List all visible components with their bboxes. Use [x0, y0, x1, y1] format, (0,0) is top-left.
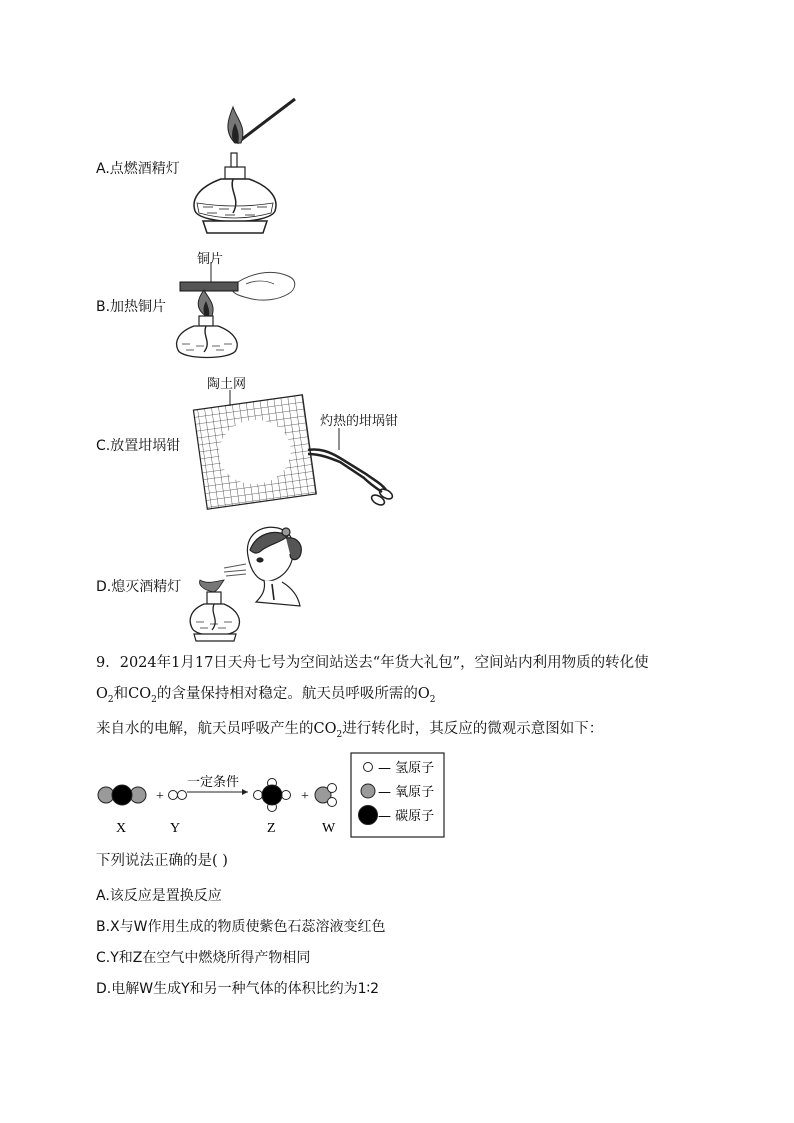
option-a-label: A.点燃酒精灯: [96, 161, 180, 177]
formula-o2-b-sub: 2: [429, 694, 436, 705]
plus-1: +: [156, 789, 164, 804]
question-prompt: 下列说法正确的是( ): [96, 853, 228, 869]
formula-o2: O: [96, 686, 108, 702]
extinguish-lamp-figure: [190, 520, 315, 642]
question-line-3: [96, 720, 603, 744]
formula-co2-b: CO: [313, 721, 337, 737]
formula-co2: CO: [128, 686, 152, 702]
question-stem-line2: 的含量保持相对稳定。航天员呼吸所需的: [156, 686, 418, 702]
answer-option-d[interactable]: D.电解W生成Y和另一种气体的体积比约为1∶2: [96, 981, 380, 997]
molecule-x: [98, 785, 146, 805]
alcohol-lamp-lighting-figure: [185, 95, 305, 245]
hand: [232, 272, 295, 300]
answer-option-c[interactable]: C.Y和Z在空气中燃烧所得产物相同: [96, 950, 311, 966]
question-number: 9．: [96, 655, 120, 671]
formula-o2-sub: 2: [107, 694, 114, 705]
question-stem-line3a: 来自水的电解，航天员呼吸产生的: [96, 721, 314, 737]
tongs-label: 灼热的坩埚钳: [320, 414, 399, 429]
formula-o2-b: O: [417, 686, 430, 702]
option-b-label: B.加热铜片: [96, 299, 167, 315]
gauze-label: 陶土网: [207, 377, 247, 392]
label-x: X: [116, 821, 127, 836]
legend-oxygen: — 氧原子: [378, 785, 435, 800]
copper-label: 铜片: [197, 252, 224, 267]
molecule-w: [315, 784, 337, 807]
girl-figure: [247, 527, 301, 606]
answer-option-b[interactable]: B.X与W作用生成的物质使紫色石蕊溶液变红色: [96, 919, 386, 935]
copper-plate: [180, 282, 238, 291]
formula-co2-sub: 2: [151, 694, 157, 705]
label-z: Z: [267, 821, 276, 836]
legend-carbon: — 碳原子: [378, 809, 435, 824]
conj-and: 和: [113, 686, 129, 702]
question-stem-line3b: 进行转化时，其反应的微观示意图如下：: [342, 721, 604, 737]
option-c-label: C.放置坩埚钳: [96, 438, 181, 454]
molecule-z: [254, 779, 291, 812]
ceramic-gauze: [193, 395, 316, 509]
crucible-tongs-figure: [190, 388, 405, 518]
legend-hydrogen: — 氢原子: [378, 761, 435, 776]
match-stick: [237, 99, 295, 143]
question-line-2: [96, 685, 435, 709]
question-line-1: [96, 654, 716, 672]
heating-copper-figure: [170, 268, 305, 363]
question-stem-line1: 2024年1月17日天舟七号为空间站送去“年货大礼包”，空间站内利用物质的转化使: [119, 655, 649, 671]
plus-2: +: [301, 789, 309, 804]
option-d-label: D.熄灭酒精灯: [96, 579, 182, 595]
formula-co2-b-sub: 2: [336, 729, 343, 740]
label-w: W: [322, 821, 336, 836]
reaction-condition: 一定条件: [187, 775, 240, 790]
legend: [351, 753, 444, 837]
reaction-diagram: [94, 750, 449, 840]
crucible-tongs: [308, 449, 394, 506]
molecule-y: [169, 791, 187, 800]
answer-option-a[interactable]: A.该反应是置换反应: [96, 888, 222, 904]
label-y: Y: [170, 821, 181, 836]
